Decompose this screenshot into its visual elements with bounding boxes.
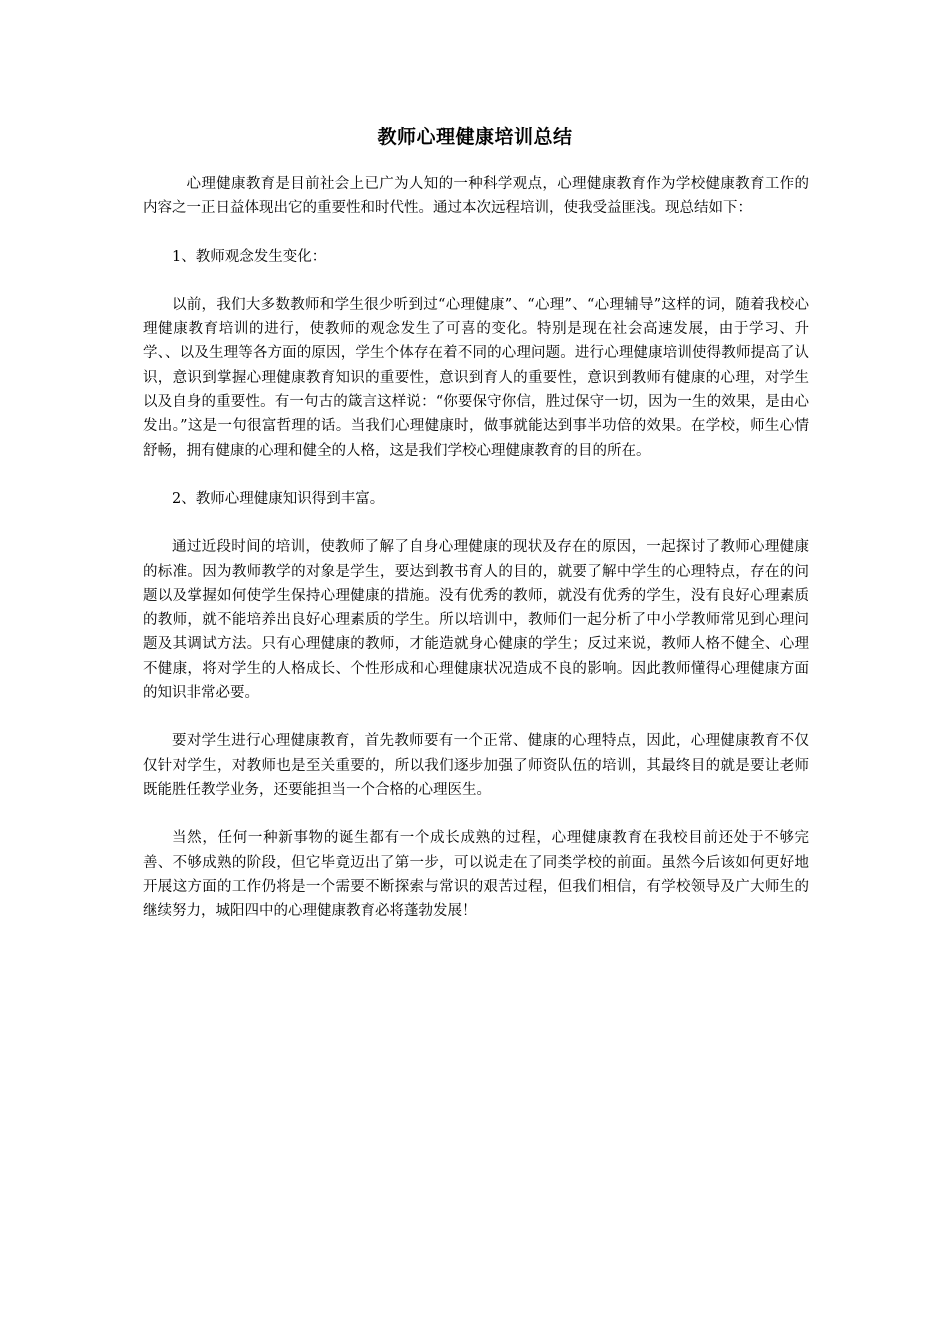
document-title: 教师心理健康培训总结 xyxy=(377,126,573,148)
intro-paragraph: 心理健康教育是目前社会上已广为人知的一种科学观点，心理健康教育作为学校健康教育工作的内容之一正日益体现出它的重要性和时代性。通过本次远程培训，使我受益匪浅。现总结如下： xyxy=(143,176,809,217)
paragraph-3: 要对学生进行心理健康教育，首先教师要有一个正常、健康的心理特点，因此，心理健康教育不仅仅针对学生，对教师也是至关重要的，所以我们逐步加强了师资队伍的培训，其最终目的就是要让老师既能胜任教学业务，还要能担当一个合格的心理医生。 xyxy=(143,733,809,798)
paragraph-4: 当然，任何一种新事物的诞生都有一个成长成熟的过程，心理健康教育在我校目前还处于不够完善、不够成熟的阶段，但它毕竟迈出了第一步，可以说走在了同类学校的前面。虽然今后该如何更好地开展这方面的工作仍将是一个需要不断探索与常识的艰苦过程，但我们相信，有学校领导及广大师生的继续努力，城阳四中的心理健康教育必将蓬勃发展！ xyxy=(143,830,809,920)
section-heading-2: 2、教师心理健康知识得到丰富。 xyxy=(172,490,385,507)
document-body xyxy=(143,172,809,947)
section-heading-1: 1、教师观念发生变化： xyxy=(172,248,327,265)
paragraph-2: 通过近段时间的培训，使教师了解了自身心理健康的现状及存在的原因，一起探讨了教师心理健康的标准。因为教师教学的对象是学生，要达到教书育人的目的，就要了解中学生的心理特点，存在的问题以及掌握如何使学生保持心理健康的措施。没有优秀的教师，就没有优秀的学生，没有良好心理素质的教师，就不能培养出良好心理素质的学生。所以培训中，教师们一起分析了中小学教师常见到心理问题及其调试方法。只有心理健康的教师，才能造就身心健康的学生；反过来说，教师人格不健全、心理不健康，将对学生的人格成长、个性形成和心理健康状况造成不良的影响。因此教师懂得心理健康方面的知识非常必要。 xyxy=(143,539,809,702)
paragraph-1: 以前，我们大多数教师和学生很少听到过“心理健康”、“心理”、“心理辅导”这样的词，随着我校心理健康教育培训的进行，使教师的观念发生了可喜的变化。特别是现在社会高速发展，由于学习、升学、、以及生理等各方面的原因，学生个体存在着不同的心理问题。进行心理健康培训使得教师提高了认识，意识到掌握心理健康教育知识的重要性，意识到育人的重要性，意识到教师有健康的心理，对学生以及自身的重要性。有一句古的箴言这样说：“你要保守你信，胜过保守一切，因为一生的效果，是由心发出。”这是一句很富哲理的话。当我们心理健康时，做事就能达到事半功倍的效果。在学校，师生心情舒畅，拥有健康的心理和健全的人格，这是我们学校心理健康教育的目的所在。 xyxy=(143,296,809,459)
